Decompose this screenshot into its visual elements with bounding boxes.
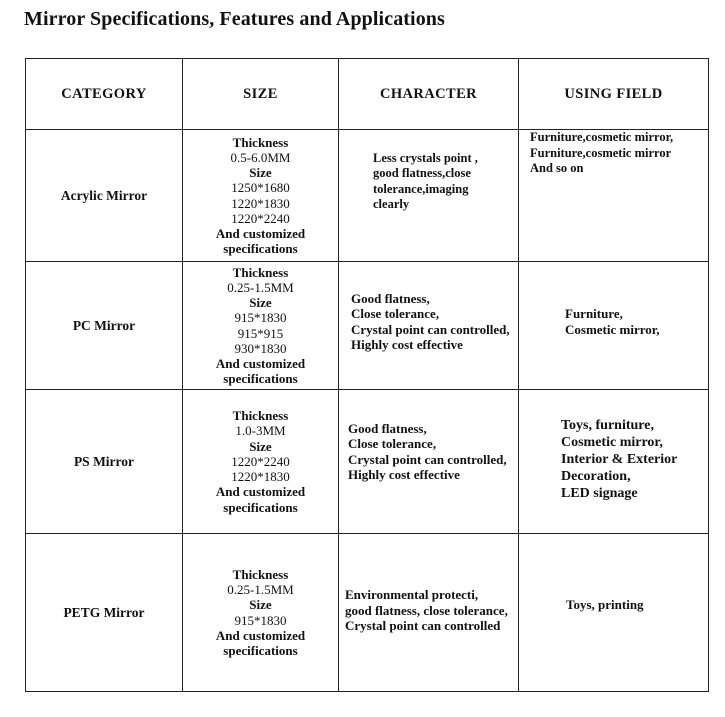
using-field-cell — [519, 390, 709, 534]
character-cell — [339, 130, 519, 262]
using-field-line: Cosmetic mirror, — [565, 321, 660, 337]
size-cell — [183, 262, 339, 390]
character-line: Less crystals point , — [373, 150, 478, 165]
size-value: 930*1830 — [234, 340, 287, 356]
table-row — [26, 534, 709, 692]
using-field-line: Decoration, — [561, 469, 631, 484]
character-line: Good flatness, — [348, 420, 427, 436]
using-field-cell — [519, 262, 709, 390]
size-value: 0.25-1.5MM — [227, 279, 294, 295]
table-row — [26, 390, 709, 534]
header-size: SIZE — [183, 59, 339, 130]
character-line: Close tolerance, — [351, 306, 440, 321]
size-label: Thickness — [232, 134, 289, 150]
character-line: Highly cost effective — [348, 467, 460, 482]
size-value: 1250*1680 — [231, 180, 290, 196]
size-value: 1220*1830 — [231, 469, 290, 485]
size-value: 1220*2240 — [231, 210, 290, 226]
size-label: And customized — [215, 225, 306, 241]
using-field-cell — [519, 130, 709, 262]
character-line: Crystal point can controlled, — [348, 451, 507, 467]
size-label: Size — [249, 438, 272, 454]
size-label: And customized — [215, 484, 306, 500]
using-field-line: Toys, furniture, — [561, 418, 654, 433]
size-value: 915*1830 — [234, 310, 287, 326]
size-label: Thickness — [232, 566, 289, 582]
character-line: good flatness, close tolerance, — [345, 602, 508, 618]
using-field-line: Toys, printing — [566, 596, 644, 612]
size-label: Size — [249, 295, 272, 311]
using-field-line: And so on — [530, 161, 584, 176]
table-row — [26, 262, 709, 390]
size-value: 0.25-1.5MM — [227, 582, 294, 598]
character-cell — [339, 262, 519, 390]
character-line: clearly — [373, 197, 410, 211]
category-cell: PS Mirror — [26, 390, 183, 534]
size-label: Size — [249, 597, 272, 613]
header-character: CHARACTER — [339, 59, 519, 130]
header-category: CATEGORY — [26, 59, 183, 130]
character-cell — [339, 534, 519, 692]
size-label: specifications — [223, 499, 298, 515]
character-line: Crystal point can controlled — [345, 618, 501, 634]
using-field-line: Furniture,cosmetic mirror, — [530, 130, 674, 145]
header-row — [26, 59, 709, 130]
size-cell — [183, 534, 339, 692]
size-cell — [183, 130, 339, 262]
using-field-line: Furniture,cosmetic mirror — [530, 145, 672, 160]
size-label: Size — [249, 165, 272, 181]
size-label: Thickness — [232, 264, 289, 280]
character-line: Highly cost effective — [351, 337, 463, 352]
spec-table — [25, 58, 709, 692]
size-value: 0.5-6.0MM — [230, 149, 291, 165]
character-line: Crystal point can controlled, — [351, 321, 510, 337]
category-cell: PC Mirror — [26, 262, 183, 390]
character-line: good flatness,close — [373, 166, 471, 180]
character-line: tolerance,imaging — [373, 181, 469, 196]
header-using-field: USING FIELD — [519, 59, 709, 130]
character-line: Close tolerance, — [348, 436, 437, 451]
size-value: 915*915 — [237, 325, 284, 341]
table-row — [26, 130, 709, 262]
size-value: 915*1830 — [234, 612, 287, 628]
category-cell: PETG Mirror — [26, 534, 183, 692]
using-field-line: Interior & Exterior — [561, 452, 678, 467]
size-value: 1220*2240 — [231, 453, 290, 469]
size-value: 1.0-3MM — [235, 423, 286, 439]
size-label: specifications — [223, 371, 298, 387]
size-cell — [183, 390, 339, 534]
using-field-line: LED signage — [561, 486, 638, 501]
page-title: Mirror Specifications, Features and Applications — [24, 8, 445, 30]
size-label: Thickness — [232, 408, 289, 424]
using-field-line: Furniture, — [565, 306, 623, 321]
size-label: And customized — [215, 627, 306, 643]
size-label: And customized — [215, 355, 306, 371]
using-field-cell — [519, 534, 709, 692]
size-label: specifications — [223, 642, 298, 658]
size-label: specifications — [223, 241, 298, 257]
character-cell — [339, 390, 519, 534]
size-value: 1220*1830 — [231, 195, 290, 211]
character-line: Environmental protecti, — [345, 587, 479, 603]
category-cell: Acrylic Mirror — [26, 130, 183, 262]
using-field-line: Cosmetic mirror, — [561, 435, 663, 450]
character-line: Good flatness, — [351, 290, 430, 306]
